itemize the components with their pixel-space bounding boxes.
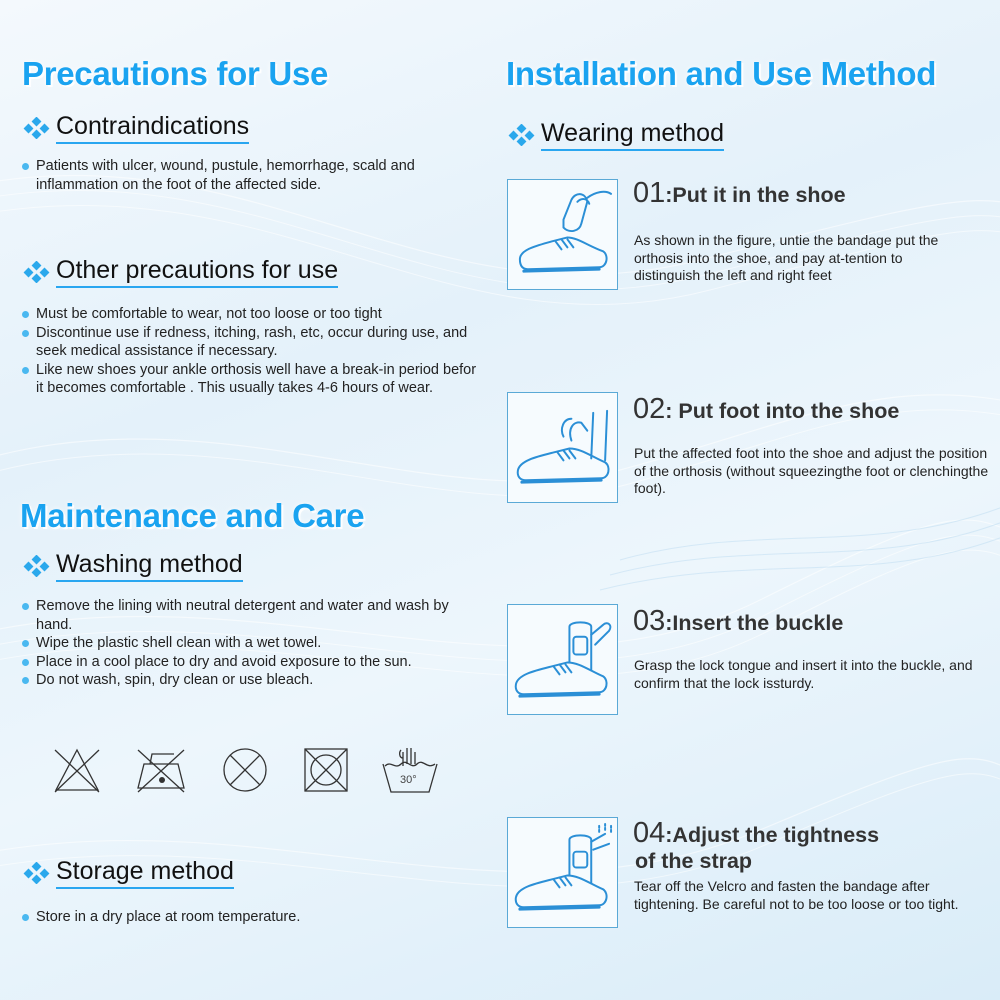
other-precautions-heading <box>22 255 338 288</box>
other-precautions-heading-text: Other precautions for use <box>56 255 338 288</box>
no-iron-icon <box>134 746 188 794</box>
contraindications-list <box>22 157 482 194</box>
list-item: Wipe the plastic shell clean with a wet towel. <box>22 634 462 653</box>
diamond-cluster-icon <box>22 555 52 577</box>
list-item: Must be comfortable to wear, not too loose or too tight <box>22 305 484 324</box>
shoe-orthosis-icon <box>508 180 617 289</box>
insert-buckle-icon <box>508 605 617 714</box>
step-2-label: : Put foot into the shoe <box>665 399 900 423</box>
washing-list <box>22 597 462 690</box>
precautions-title: Precautions for Use <box>22 55 329 92</box>
step-3-title <box>633 605 843 638</box>
wearing-heading-text: Wearing method <box>541 118 724 151</box>
storage-heading <box>22 856 234 889</box>
adjust-strap-icon <box>508 818 617 927</box>
other-precautions-list <box>22 305 484 398</box>
foot-into-shoe-icon <box>508 393 617 502</box>
diamond-cluster-icon <box>22 862 52 884</box>
step-1-description: As shown in the figure, untie the bandage put the orthosis into the shoe, and pay at-tention to distinguish the left and right feet <box>634 232 939 283</box>
wash-temperature: 30° <box>400 774 417 786</box>
list-item: Place in a cool place to dry and avoid exposure to the sun. <box>22 653 462 672</box>
wearing-heading <box>507 118 724 151</box>
no-bleach-icon <box>52 746 102 794</box>
step-4-number: 04 <box>633 817 666 849</box>
list-item: Like new shoes your ankle orthosis well have a break-in period befor it becomes comfortable . This usually takes 4-6 hours of wear. <box>22 361 484 398</box>
step-2-number: 02 <box>633 393 666 425</box>
washing-heading <box>22 549 243 582</box>
step-4-title <box>633 817 879 850</box>
contraindications-heading-text: Contraindications <box>56 111 249 144</box>
storage-list <box>22 908 462 927</box>
maintenance-title: Maintenance and Care <box>20 497 365 534</box>
step-3-number: 03 <box>633 605 666 637</box>
diamond-cluster-icon <box>22 117 52 139</box>
step-2-illustration <box>507 392 618 503</box>
diamond-cluster-icon <box>507 124 537 146</box>
washing-heading-text: Washing method <box>56 549 243 582</box>
step-1-label: :Put it in the shoe <box>665 183 846 207</box>
step-1-illustration <box>507 179 618 290</box>
list-item: Remove the lining with neutral detergent and water and wash by hand. <box>22 597 462 634</box>
step-1-number: 01 <box>633 177 666 209</box>
step-4-description: Tear off the Velcro and fasten the bandage after tightening. Be careful not to be too loose or too tight. <box>634 878 959 912</box>
step-4-illustration <box>507 817 618 928</box>
no-tumble-dry-icon <box>302 746 350 794</box>
storage-heading-text: Storage method <box>56 856 234 889</box>
list-item: Discontinue use if redness, itching, rash, etc, occur during use, and seek medical assistance if necessary. <box>22 324 484 361</box>
step-3-label: :Insert the buckle <box>665 611 844 635</box>
list-item: Do not wash, spin, dry clean or use bleach. <box>22 671 462 690</box>
step-3-illustration <box>507 604 618 715</box>
step-3-description: Grasp the lock tongue and insert it into the buckle, and confirm that the lock issturdy. <box>634 657 973 691</box>
step-1-title <box>633 177 846 210</box>
contraindications-heading <box>22 111 249 144</box>
step-4-label-line2: of the strap <box>635 849 753 873</box>
no-dry-clean-icon <box>220 746 270 794</box>
installation-title: Installation and Use Method <box>506 55 937 92</box>
step-2-description: Put the affected foot into the shoe and adjust the position of the orthosis (without squeezingthe foot or clenchingthe foot). <box>634 445 989 496</box>
list-item: Store in a dry place at room temperature. <box>22 908 462 927</box>
list-item: Patients with ulcer, wound, pustule, hemorrhage, scald and inflammation on the foot of the affected side. <box>22 157 482 194</box>
wash-tub-icon <box>381 744 439 794</box>
hand-wash-icon <box>381 744 439 794</box>
diamond-cluster-icon <box>22 261 52 283</box>
step-4-label: :Adjust the tightness <box>665 823 880 847</box>
step-2-title <box>633 393 899 426</box>
